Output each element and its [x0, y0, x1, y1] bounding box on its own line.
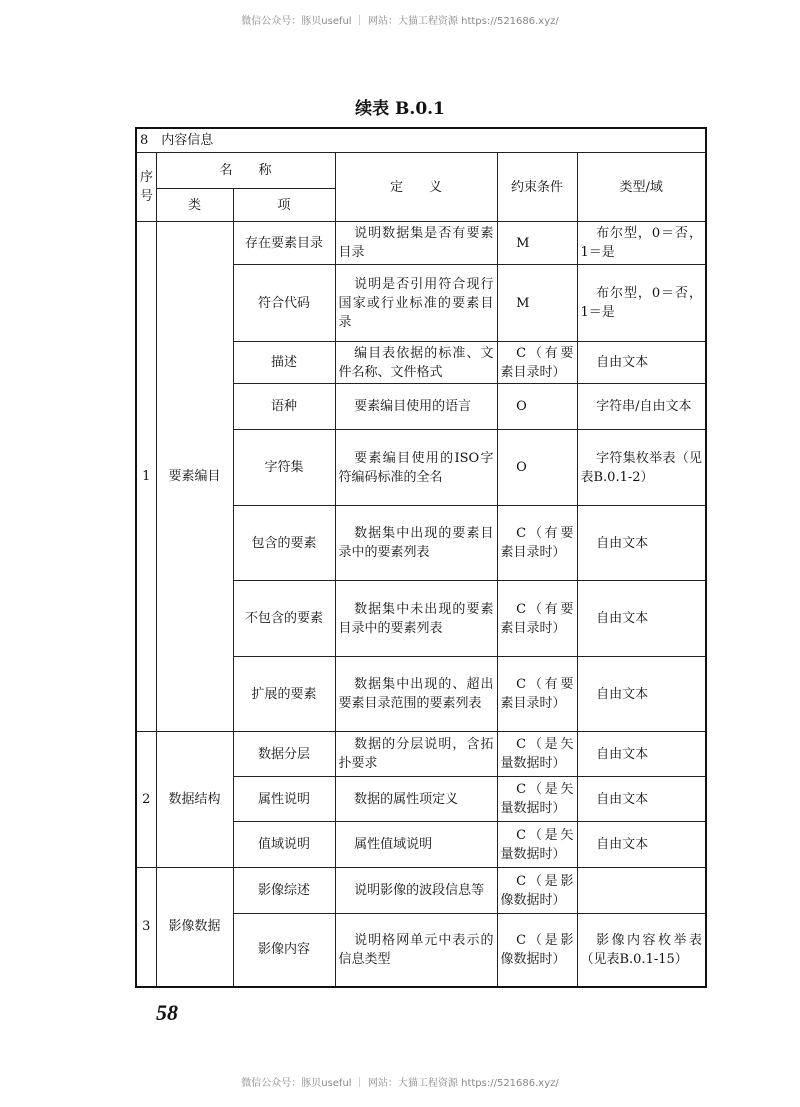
item-cell: 符合代码: [233, 265, 335, 342]
item-cell: 影像内容: [233, 914, 335, 987]
definition-cell: 数据集中出现的、超出要素目录范围的要素列表: [335, 657, 497, 732]
type-cell: 自由文本: [577, 657, 706, 732]
page-number: 58: [156, 1000, 178, 1025]
header-type: 类型/域: [577, 153, 706, 222]
header-constraint: 约束条件: [497, 153, 577, 222]
group-category: 影像数据: [156, 868, 233, 987]
item-cell: 属性说明: [233, 777, 335, 822]
definition-cell: 说明数据集是否有要素目录: [335, 222, 497, 265]
type-cell: 自由文本: [577, 506, 706, 581]
table-row: [136, 222, 706, 265]
item-cell: 数据分层: [233, 732, 335, 777]
definition-cell: 编目表依据的标准、文件名称、文件格式: [335, 342, 497, 384]
group-category: 要素编目: [156, 222, 233, 732]
definition-cell: 数据集中未出现的要素目录中的要素列表: [335, 581, 497, 657]
type-cell: 布尔型，0＝否，1＝是: [577, 222, 706, 265]
type-cell: 自由文本: [577, 777, 706, 822]
constraint-cell: C（是矢量数据时）: [497, 777, 577, 822]
type-cell: [577, 868, 706, 914]
group-seq: 3: [136, 868, 156, 987]
item-cell: 不包含的要素: [233, 581, 335, 657]
table-title: 续表 B.0.1: [355, 99, 445, 119]
table-row: [136, 868, 706, 914]
constraint-cell: O: [497, 430, 577, 506]
type-cell: 自由文本: [577, 342, 706, 384]
item-cell: 语种: [233, 384, 335, 430]
type-cell: 字符串/自由文本: [577, 384, 706, 430]
group-seq: 2: [136, 732, 156, 868]
constraint-cell: O: [497, 384, 577, 430]
constraint-cell: C（是影像数据时）: [497, 868, 577, 914]
type-cell: 影像内容枚举表（见表B.0.1-15）: [577, 914, 706, 987]
type-cell: 字符集枚举表（见表B.0.1-2）: [577, 430, 706, 506]
header-item: 项: [233, 189, 335, 222]
constraint-cell: C（是影像数据时）: [497, 914, 577, 987]
constraint-cell: C（有要素目录时）: [497, 581, 577, 657]
definition-cell: 说明影像的波段信息等: [335, 868, 497, 914]
watermark-top: 微信公众号：豚贝useful ｜ 网站：大猫工程资源 https://521686.xyz/: [241, 16, 559, 27]
type-cell: 布尔型，0＝否，1＝是: [577, 265, 706, 342]
constraint-cell: C（有要素目录时）: [497, 506, 577, 581]
item-cell: 影像综述: [233, 868, 335, 914]
group-category: 数据结构: [156, 732, 233, 868]
group-seq: 1: [136, 222, 156, 732]
content-info-table: [135, 127, 707, 988]
constraint-cell: C（有要素目录时）: [497, 657, 577, 732]
header-definition: 定 义: [335, 153, 497, 222]
item-cell: 描述: [233, 342, 335, 384]
definition-cell: 说明格网单元中表示的信息类型: [335, 914, 497, 987]
item-cell: 包含的要素: [233, 506, 335, 581]
header-name: 名 称: [156, 153, 335, 189]
constraint-cell: M: [497, 265, 577, 342]
definition-cell: 数据的属性项定义: [335, 777, 497, 822]
definition-cell: 要素编目使用的语言: [335, 384, 497, 430]
definition-cell: 数据的分层说明，含拓扑要求: [335, 732, 497, 777]
item-cell: 值域说明: [233, 822, 335, 868]
constraint-cell: M: [497, 222, 577, 265]
type-cell: 自由文本: [577, 822, 706, 868]
definition-cell: 属性值域说明: [335, 822, 497, 868]
table-row: [136, 732, 706, 777]
section-header: 8 内容信息: [136, 128, 706, 153]
constraint-cell: C（是矢量数据时）: [497, 822, 577, 868]
constraint-cell: C（有要素目录时）: [497, 342, 577, 384]
definition-cell: 说明是否引用符合现行国家或行业标准的要素目录: [335, 265, 497, 342]
definition-cell: 要素编目使用的ISO字符编码标准的全名: [335, 430, 497, 506]
definition-cell: 数据集中出现的要素目录中的要素列表: [335, 506, 497, 581]
item-cell: 字符集: [233, 430, 335, 506]
constraint-cell: C（是矢量数据时）: [497, 732, 577, 777]
watermark-bottom: 微信公众号：豚贝useful ｜ 网站：大猫工程资源 https://521686.xyz/: [241, 1078, 559, 1089]
item-cell: 扩展的要素: [233, 657, 335, 732]
header-category: 类: [156, 189, 233, 222]
type-cell: 自由文本: [577, 581, 706, 657]
type-cell: 自由文本: [577, 732, 706, 777]
item-cell: 存在要素目录: [233, 222, 335, 265]
header-seq: 序号: [136, 153, 156, 222]
